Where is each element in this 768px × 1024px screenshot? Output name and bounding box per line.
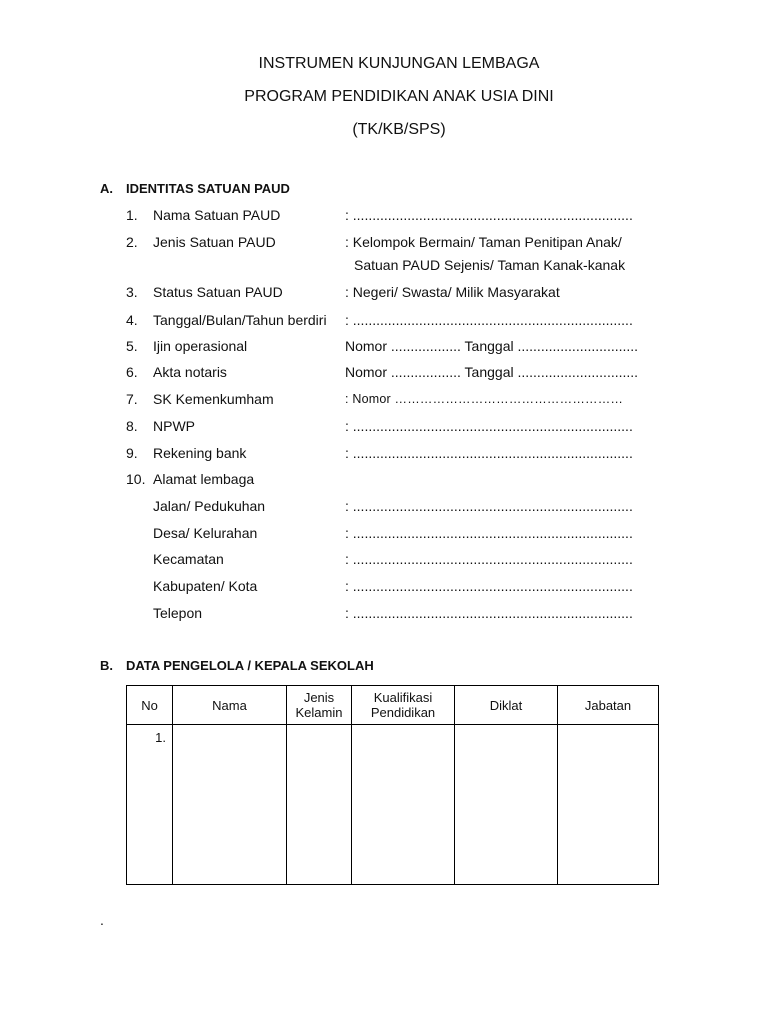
- col-header-diklat: Diklat: [455, 686, 558, 725]
- cell-kualifikasi[interactable]: [352, 725, 455, 885]
- cell-no: 1.: [127, 725, 173, 885]
- field-label: NPWP: [153, 418, 195, 434]
- section-a-marker: A.: [100, 181, 113, 196]
- cell-jenis-kelamin[interactable]: [287, 725, 352, 885]
- field-label: Kecamatan: [153, 551, 224, 567]
- field-value[interactable]: : ........................................................................: [345, 498, 633, 514]
- doc-title-line-3: (TK/KB/SPS): [352, 121, 446, 138]
- cell-jabatan[interactable]: [558, 725, 659, 885]
- field-number: 6.: [126, 364, 138, 380]
- field-number: 10.: [126, 471, 146, 487]
- field-number: 4.: [126, 312, 138, 328]
- field-label: Nama Satuan PAUD: [153, 207, 281, 223]
- col-header-jabatan: Jabatan: [558, 686, 659, 725]
- field-number: 3.: [126, 284, 138, 300]
- field-value[interactable]: Nomor .................. Tanggal ...............................: [345, 364, 639, 380]
- field-number: 7.: [126, 391, 138, 407]
- col-header-kualifikasi: [352, 686, 455, 725]
- field-number: 2.: [126, 234, 138, 250]
- field-number: 1.: [126, 207, 138, 223]
- section-b-title: DATA PENGELOLA / KEPALA SEKOLAH: [126, 658, 374, 673]
- field-label: Ijin operasional: [153, 338, 248, 354]
- pengelola-table: [126, 685, 659, 885]
- table-row: [127, 725, 659, 885]
- field-value[interactable]: : ........................................................................: [345, 445, 633, 461]
- field-value-continued[interactable]: Satuan PAUD Sejenis/ Taman Kanak-kanak: [354, 257, 626, 273]
- field-value[interactable]: : ........................................................................: [345, 578, 633, 594]
- section-a-title: IDENTITAS SATUAN PAUD: [126, 181, 290, 196]
- trailing-dot: .: [100, 912, 104, 928]
- field-label: Desa/ Kelurahan: [153, 525, 258, 541]
- field-value[interactable]: : Kelompok Bermain/ Taman Penitipan Anak/: [345, 234, 622, 250]
- col-header-jenis-kelamin-line1: Jenis: [303, 690, 335, 705]
- field-label: Status Satuan PAUD: [153, 284, 283, 300]
- field-value[interactable]: : ........................................................................: [345, 312, 633, 328]
- field-number: 8.: [126, 418, 138, 434]
- field-value[interactable]: : ........................................................................: [345, 207, 633, 223]
- field-value[interactable]: Nomor .................. Tanggal ...............................: [345, 338, 639, 354]
- cell-nama[interactable]: [173, 725, 287, 885]
- field-label: Tanggal/Bulan/Tahun berdiri: [153, 312, 327, 328]
- field-label: Rekening bank: [153, 445, 247, 461]
- cell-diklat[interactable]: [455, 725, 558, 885]
- col-header-jenis-kelamin-line2: Kelamin: [295, 705, 343, 720]
- section-b-marker: B.: [100, 658, 113, 673]
- col-header-no: No: [127, 686, 173, 725]
- field-label: Kabupaten/ Kota: [153, 578, 258, 594]
- field-value[interactable]: : ........................................................................: [345, 551, 633, 567]
- col-header-kualifikasi-line1: Kualifikasi: [373, 690, 433, 705]
- field-value[interactable]: : ........................................................................: [345, 418, 633, 434]
- field-label: Telepon: [153, 605, 203, 621]
- field-label: SK Kemenkumham: [153, 391, 274, 407]
- field-number: 9.: [126, 445, 138, 461]
- field-value[interactable]: : ........................................................................: [345, 525, 633, 541]
- doc-title-line-2: PROGRAM PENDIDIKAN ANAK USIA DINI: [244, 88, 554, 105]
- field-label: Jenis Satuan PAUD: [153, 234, 276, 250]
- field-label: Akta notaris: [153, 364, 227, 380]
- col-header-nama: Nama: [173, 686, 287, 725]
- field-value[interactable]: : Negeri/ Swasta/ Milik Masyarakat: [345, 284, 560, 300]
- field-value[interactable]: : ........................................................................: [345, 605, 633, 621]
- col-header-kualifikasi-line2: Pendidikan: [370, 705, 436, 720]
- field-label: Jalan/ Pedukuhan: [153, 498, 266, 514]
- doc-title-line-1: INSTRUMEN KUNJUNGAN LEMBAGA: [258, 55, 540, 72]
- field-number: 5.: [126, 338, 138, 354]
- table-header-row: [127, 686, 659, 725]
- field-label: Alamat lembaga: [153, 471, 255, 487]
- col-header-jenis-kelamin: [287, 686, 352, 725]
- field-value[interactable]: : Nomor ………………………………………………: [345, 392, 624, 406]
